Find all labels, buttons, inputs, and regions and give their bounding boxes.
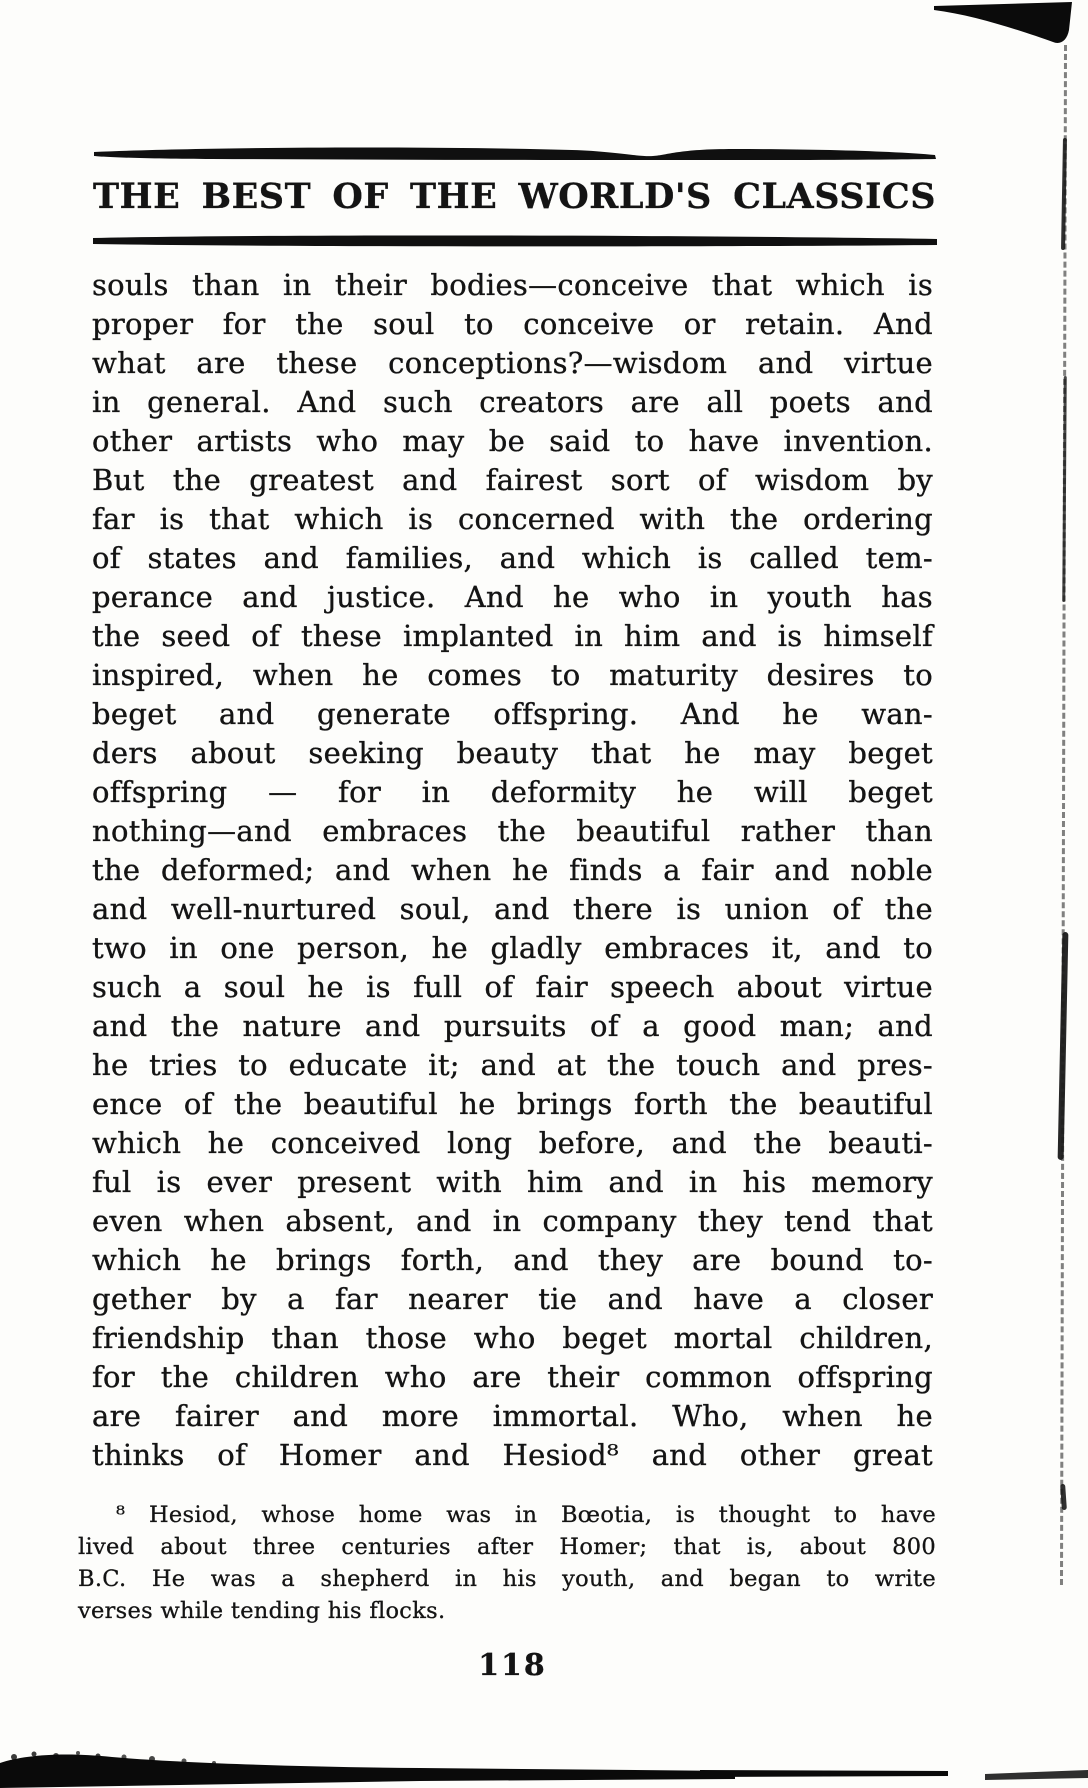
- header-rule-bottom: [92, 234, 938, 248]
- body-text-line: inspired, when he comes to maturity desires to: [92, 658, 933, 692]
- body-text-line: he tries to educate it; and at the touch and pres-: [92, 1048, 933, 1082]
- body-text-line: are fairer and more immortal. Who, when he: [92, 1399, 933, 1433]
- edge-smudge-artifact: [1058, 932, 1069, 1160]
- body-text-line: and the nature and pursuits of a good man; and: [92, 1009, 933, 1043]
- body-text-line: two in one person, he gladly embraces it, and to: [92, 931, 933, 965]
- body-text-line: ful is ever present with him and in his memory: [92, 1165, 933, 1199]
- body-text-line: even when absent, and in company they tend that: [92, 1204, 933, 1238]
- footnote-line: ⁸ Hesiod, whose home was in Bœotia, is thought to have: [116, 1502, 936, 1528]
- body-text-line: nothing—and embraces the beautiful rather than: [92, 814, 933, 848]
- edge-smudge-artifact: [1060, 1484, 1067, 1510]
- body-text-line: thinks of Homer and Hesiod⁸ and other great: [92, 1438, 933, 1472]
- body-text-line: beget and generate offspring. And he wan-: [92, 697, 933, 731]
- body-text-line: souls than in their bodies—conceive that which is: [92, 268, 933, 302]
- body-text-line: But the greatest and fairest sort of wisdom by: [92, 463, 933, 497]
- page-edge-line-artifact: [1060, 45, 1067, 1585]
- body-text-line: gether by a far nearer tie and have a closer: [92, 1282, 933, 1316]
- body-text-line: far is that which is concerned with the ordering: [92, 502, 933, 536]
- body-text-line: ence of the beautiful he brings forth the beautiful: [92, 1087, 933, 1121]
- body-text-line: other artists who may be said to have invention.: [92, 424, 933, 458]
- footnote-line: verses while tending his flocks.: [78, 1598, 446, 1624]
- body-text-line: the deformed; and when he finds a fair and noble: [92, 853, 933, 887]
- footnote: [78, 1499, 936, 1627]
- body-text-line: friendship than those who beget mortal children,: [92, 1321, 933, 1355]
- body-text-line: which he conceived long before, and the beauti-: [92, 1126, 933, 1160]
- body-text-line: in general. And such creators are all poets and: [92, 385, 933, 419]
- body-text-line: what are these conceptions?—wisdom and virtue: [92, 346, 933, 380]
- body-text-line: the seed of these implanted in him and is himself: [92, 619, 933, 653]
- body-text: [92, 266, 933, 1475]
- body-text-line: offspring — for in deformity he will beget: [92, 775, 933, 809]
- page-number: 118: [478, 1648, 547, 1683]
- footnote-line: lived about three centuries after Homer; that is, about 800: [78, 1534, 936, 1560]
- body-text-line: ders about seeking beauty that he may beget: [92, 736, 933, 770]
- header-rule-top: [92, 146, 938, 160]
- body-text-line: which he brings forth, and they are bound to-: [92, 1243, 933, 1277]
- body-text-line: and well-nurtured soul, and there is union of the: [92, 892, 933, 926]
- body-text-line: for the children who are their common offspring: [92, 1360, 933, 1394]
- page-corner-fold-artifact: [930, 0, 1080, 50]
- footnote-line: B.C. He was a shepherd in his youth, and began to write: [78, 1566, 936, 1592]
- body-text-line: such a soul he is full of fair speech about virtue: [92, 970, 933, 1004]
- scan-bottom-bar-artifact: [0, 1748, 1088, 1788]
- body-text-line: of states and families, and which is called tem-: [92, 541, 933, 575]
- body-text-line: proper for the soul to conceive or retain. And: [92, 307, 933, 341]
- body-text-line: perance and justice. And he who in youth has: [92, 580, 933, 614]
- edge-smudge-artifact: [1062, 376, 1067, 602]
- page-header-title: THE BEST OF THE WORLD'S CLASSICS: [93, 176, 936, 217]
